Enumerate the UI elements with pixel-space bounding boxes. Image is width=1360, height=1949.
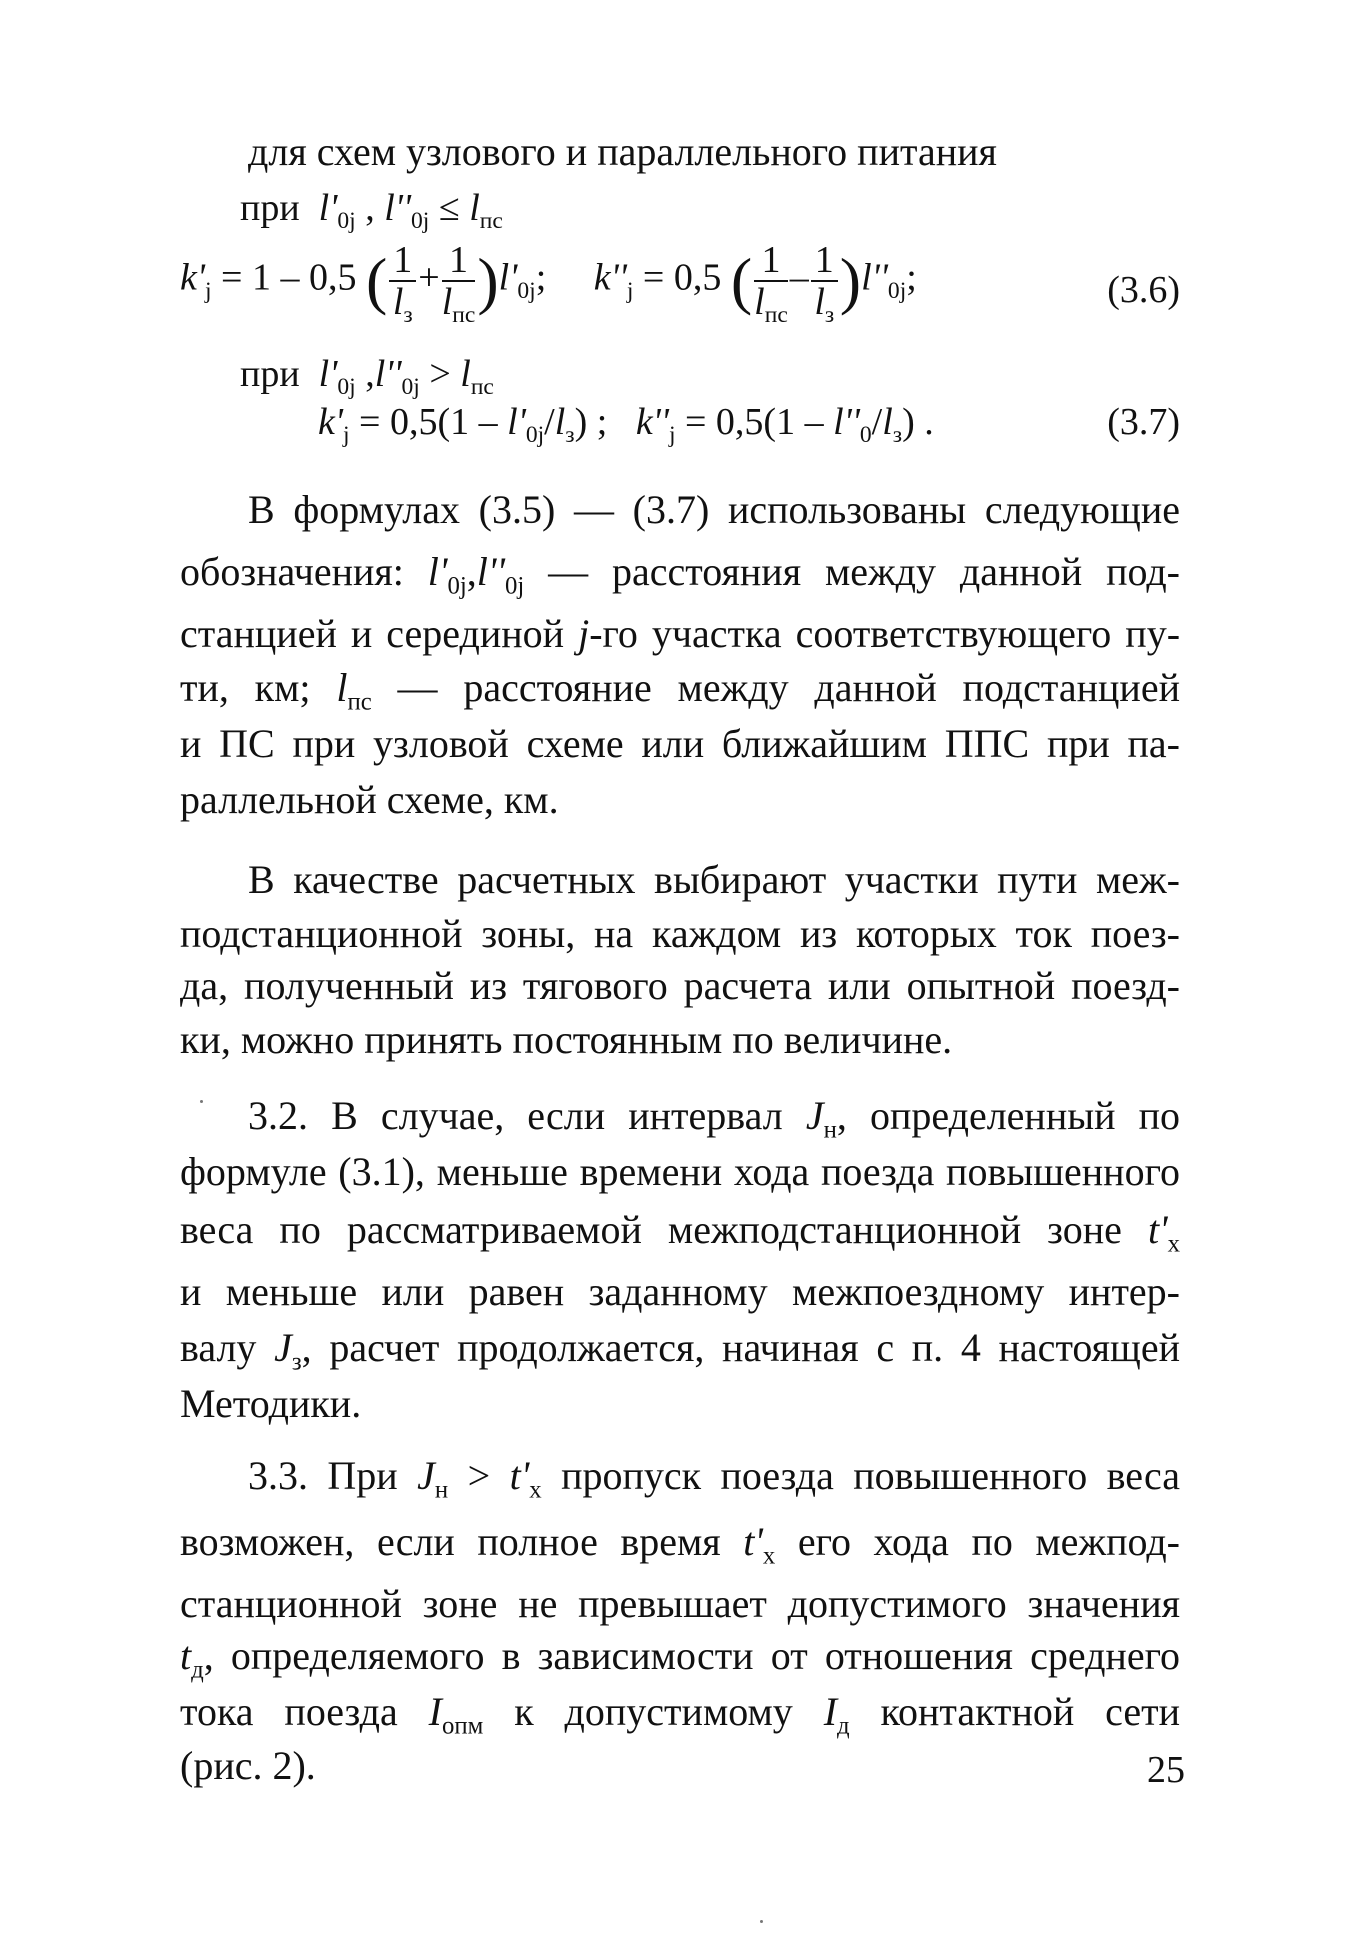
formula-var: J	[417, 1453, 435, 1498]
formula-var: t'	[1147, 1207, 1168, 1252]
formula-var: l	[441, 281, 453, 323]
text: раллельной схеме, км.	[180, 777, 559, 822]
formula-op: /	[871, 401, 883, 443]
fraction	[754, 239, 788, 329]
condition-2-sub: 0j	[337, 374, 356, 401]
formula-var: l'	[427, 549, 448, 594]
formula-var: l''	[861, 256, 888, 299]
text: тока поезда	[180, 1689, 398, 1734]
text: 3.3. При	[248, 1453, 398, 1498]
equation-number: (3.6)	[1107, 269, 1180, 311]
paragraph-3-line	[180, 1148, 1180, 1196]
text: , определенный по	[836, 1093, 1181, 1138]
text: да, полученный из тягового расчета или опытной поезд-	[180, 963, 1180, 1008]
condition-1-var: l'	[318, 187, 338, 229]
paragraph-2-line	[248, 856, 1180, 904]
paragraph-2-line	[180, 910, 1180, 958]
condition-1-sub: 0j	[411, 208, 430, 235]
paragraph-1-line	[248, 486, 1180, 534]
formula-sub: з	[824, 302, 835, 329]
heading-text: для схем узлового и параллельного питания	[248, 129, 997, 174]
formula-sub: н	[823, 1116, 837, 1144]
paragraph-2-line	[180, 1016, 952, 1064]
text: станционной зоне не превышает допустимого значения	[180, 1581, 1180, 1626]
condition-1-op: ≤	[429, 187, 470, 229]
condition-2-sub: 0j	[401, 374, 420, 401]
paragraph-1-line	[180, 664, 1180, 716]
condition-2-var: l''	[374, 353, 402, 395]
condition-1	[240, 184, 503, 235]
equation-number: (3.7)	[1107, 401, 1180, 443]
text: — расстояния между данной под-	[548, 549, 1181, 594]
formula-var: l'	[507, 401, 526, 443]
text: пропуск поезда повышенного веса	[561, 1453, 1181, 1498]
fraction-numerator: 1	[442, 240, 476, 282]
formula-sub: пс	[764, 302, 788, 329]
text: — расстояние между данной подстанцией	[397, 665, 1180, 710]
formula-3-6	[180, 239, 1180, 329]
formula-op: +	[418, 256, 440, 299]
formula-var: l''	[476, 549, 505, 594]
formula-var: j	[578, 611, 590, 656]
formula-term: = 0,5(1 –	[675, 401, 834, 443]
formula-term: ) .	[902, 401, 934, 443]
fraction-numerator: 1	[811, 240, 838, 282]
text: контактной сети	[880, 1689, 1181, 1734]
formula-sub: з	[892, 422, 903, 449]
formula-sub: х	[762, 1542, 776, 1570]
text: обозначения:	[180, 549, 404, 594]
fraction-numerator: 1	[754, 240, 788, 282]
text: возможен, если полное время	[180, 1519, 721, 1564]
paragraph-2-line	[180, 962, 1180, 1010]
condition-1-sub: 0j	[337, 208, 356, 235]
text: В формулах (3.5) — (3.7) использованы следующие	[248, 487, 1180, 532]
formula-var: I	[823, 1689, 838, 1734]
formula-sub: пс	[347, 688, 372, 716]
condition-2-var: l	[460, 353, 471, 395]
formula-var: l	[814, 281, 825, 323]
text: и ПС при узловой схеме или ближайшим ППС при па-	[180, 721, 1180, 766]
text: , определяемого в зависимости от отношения среднего	[203, 1633, 1180, 1678]
condition-2-sub: пс	[470, 374, 494, 401]
paragraph-4-line	[180, 1688, 1181, 1740]
formula-sub: 0j	[887, 277, 907, 304]
text: подстанционной зоны, на каждом из которых ток поез-	[180, 911, 1180, 956]
formula-sub: з	[565, 422, 575, 449]
formula-sub: х	[1167, 1230, 1181, 1258]
condition-2-op: >	[419, 353, 461, 395]
formula-op: =	[633, 256, 674, 299]
formula-sub: х	[529, 1476, 542, 1504]
formula-var: k'	[318, 401, 343, 443]
paren-open: (	[365, 245, 388, 316]
formula-sub: 0j	[504, 572, 525, 600]
fraction-denominator	[389, 281, 416, 329]
paragraph-3-line	[180, 1268, 1180, 1316]
condition-2	[240, 350, 494, 401]
text: ти, км;	[180, 665, 311, 710]
formula-sub: опм	[441, 1712, 484, 1740]
formula-sub: пс	[452, 302, 476, 329]
text: веса по рассматриваемой межподстанционной зоне	[180, 1207, 1122, 1252]
text: (рис. 2).	[180, 1743, 316, 1788]
condition-2-var: l'	[318, 353, 338, 395]
text: валу	[180, 1325, 257, 1370]
formula-3-7	[318, 400, 1180, 449]
text: ки, можно принять постоянным по величине.	[180, 1017, 953, 1062]
text: к допустимому	[514, 1689, 793, 1734]
paragraph-4-line	[180, 1632, 1180, 1684]
paren-close: )	[839, 245, 862, 316]
formula-sub: 0	[859, 422, 872, 449]
fraction	[389, 239, 416, 329]
formula-var: J	[805, 1093, 824, 1138]
formula-sub: j	[626, 277, 634, 304]
text: его хода по межпод-	[797, 1519, 1180, 1564]
formula-var: l	[754, 281, 765, 323]
fraction	[811, 239, 838, 329]
condition-2-sep: ,	[355, 353, 375, 395]
formula-sub: н	[434, 1476, 449, 1504]
paragraph-4-line	[180, 1580, 1180, 1628]
formula-term: 1 – 0,5	[251, 256, 357, 299]
condition-1-sub: пс	[479, 208, 503, 235]
formula-sub: 0j	[517, 277, 536, 304]
paren-close: )	[477, 245, 499, 316]
fraction	[441, 239, 476, 329]
text: В качестве расчетных выбирают участки пути меж-	[248, 857, 1180, 902]
text: станцией и серединой	[180, 611, 565, 656]
paragraph-3-line	[180, 1380, 361, 1428]
formula-var: l	[882, 401, 893, 443]
scan-speck	[760, 1920, 763, 1923]
paragraph-4-line	[180, 1742, 316, 1790]
formula-sub: j	[205, 277, 212, 304]
formula-var: l	[554, 401, 566, 443]
formula-var: l	[336, 665, 348, 710]
formula-var: t'	[743, 1519, 763, 1564]
condition-1-var: l''	[384, 187, 411, 229]
formula-sub: д	[191, 1656, 204, 1684]
formula-op: –	[789, 256, 809, 299]
formula-var: l	[392, 281, 404, 323]
paragraph-1-line	[180, 548, 1181, 600]
formula-var: k'	[180, 256, 205, 299]
fraction-denominator	[441, 281, 476, 329]
formula-sub: з	[403, 302, 413, 329]
text: -го участка соответствующего пу-	[589, 611, 1181, 656]
formula-op: =	[211, 256, 252, 299]
fraction-denominator	[754, 281, 788, 329]
formula-sub: 0j	[525, 422, 545, 449]
paragraph-1-line	[180, 720, 1180, 768]
text: , расчет продолжается, начиная с п. 4 настоящей	[301, 1325, 1180, 1370]
text: и меньше или равен заданному межпоездному интер-	[180, 1269, 1180, 1314]
condition-1-sep: ,	[355, 187, 385, 229]
paragraph-3-line	[248, 1092, 1181, 1144]
formula-term: ) ;	[574, 401, 608, 443]
text: формуле (3.1), меньше времени хода поезда повышенного	[180, 1149, 1180, 1194]
formula-op: >	[448, 1453, 510, 1498]
formula-var: k''	[635, 401, 669, 443]
paragraph-3-line	[180, 1324, 1180, 1376]
formula-var: t'	[509, 1453, 530, 1498]
paragraph-1-line	[180, 610, 1180, 658]
text: ,	[466, 549, 477, 594]
condition-1-word: при	[240, 187, 300, 229]
formula-var: t	[180, 1633, 192, 1678]
text: 3.2. В случае, если интервал	[248, 1093, 783, 1138]
formula-var: l''	[833, 401, 860, 443]
fraction-numerator: 1	[389, 240, 416, 282]
paragraph-4-line	[248, 1452, 1181, 1504]
paren-open: (	[730, 245, 753, 316]
condition-2-word: при	[240, 353, 300, 395]
formula-var: l'	[498, 256, 518, 299]
formula-sub: j	[668, 422, 676, 449]
formula-separator: ;	[906, 256, 917, 299]
condition-1-var: l	[469, 187, 480, 229]
scan-speck	[200, 1100, 203, 1103]
formula-sub: д	[837, 1712, 850, 1740]
paragraph-4-line	[180, 1518, 1180, 1570]
formula-sub: з	[291, 1348, 302, 1376]
paragraph-3-line	[180, 1206, 1181, 1258]
formula-sub: j	[343, 422, 350, 449]
formula-var: k''	[593, 256, 627, 299]
page-number: 25	[1147, 1749, 1185, 1791]
fraction-denominator	[811, 281, 838, 329]
formula-separator: ;	[535, 256, 547, 299]
formula-term: 0,5	[673, 256, 722, 299]
paragraph-1-line	[180, 776, 559, 824]
formula-term: = 0,5(1 –	[349, 401, 508, 443]
formula-var: I	[428, 1689, 442, 1734]
section-heading	[248, 128, 997, 176]
formula-var: J	[274, 1325, 292, 1370]
text: Методики.	[180, 1381, 362, 1426]
formula-op: /	[544, 401, 555, 443]
formula-sub: 0j	[447, 572, 467, 600]
